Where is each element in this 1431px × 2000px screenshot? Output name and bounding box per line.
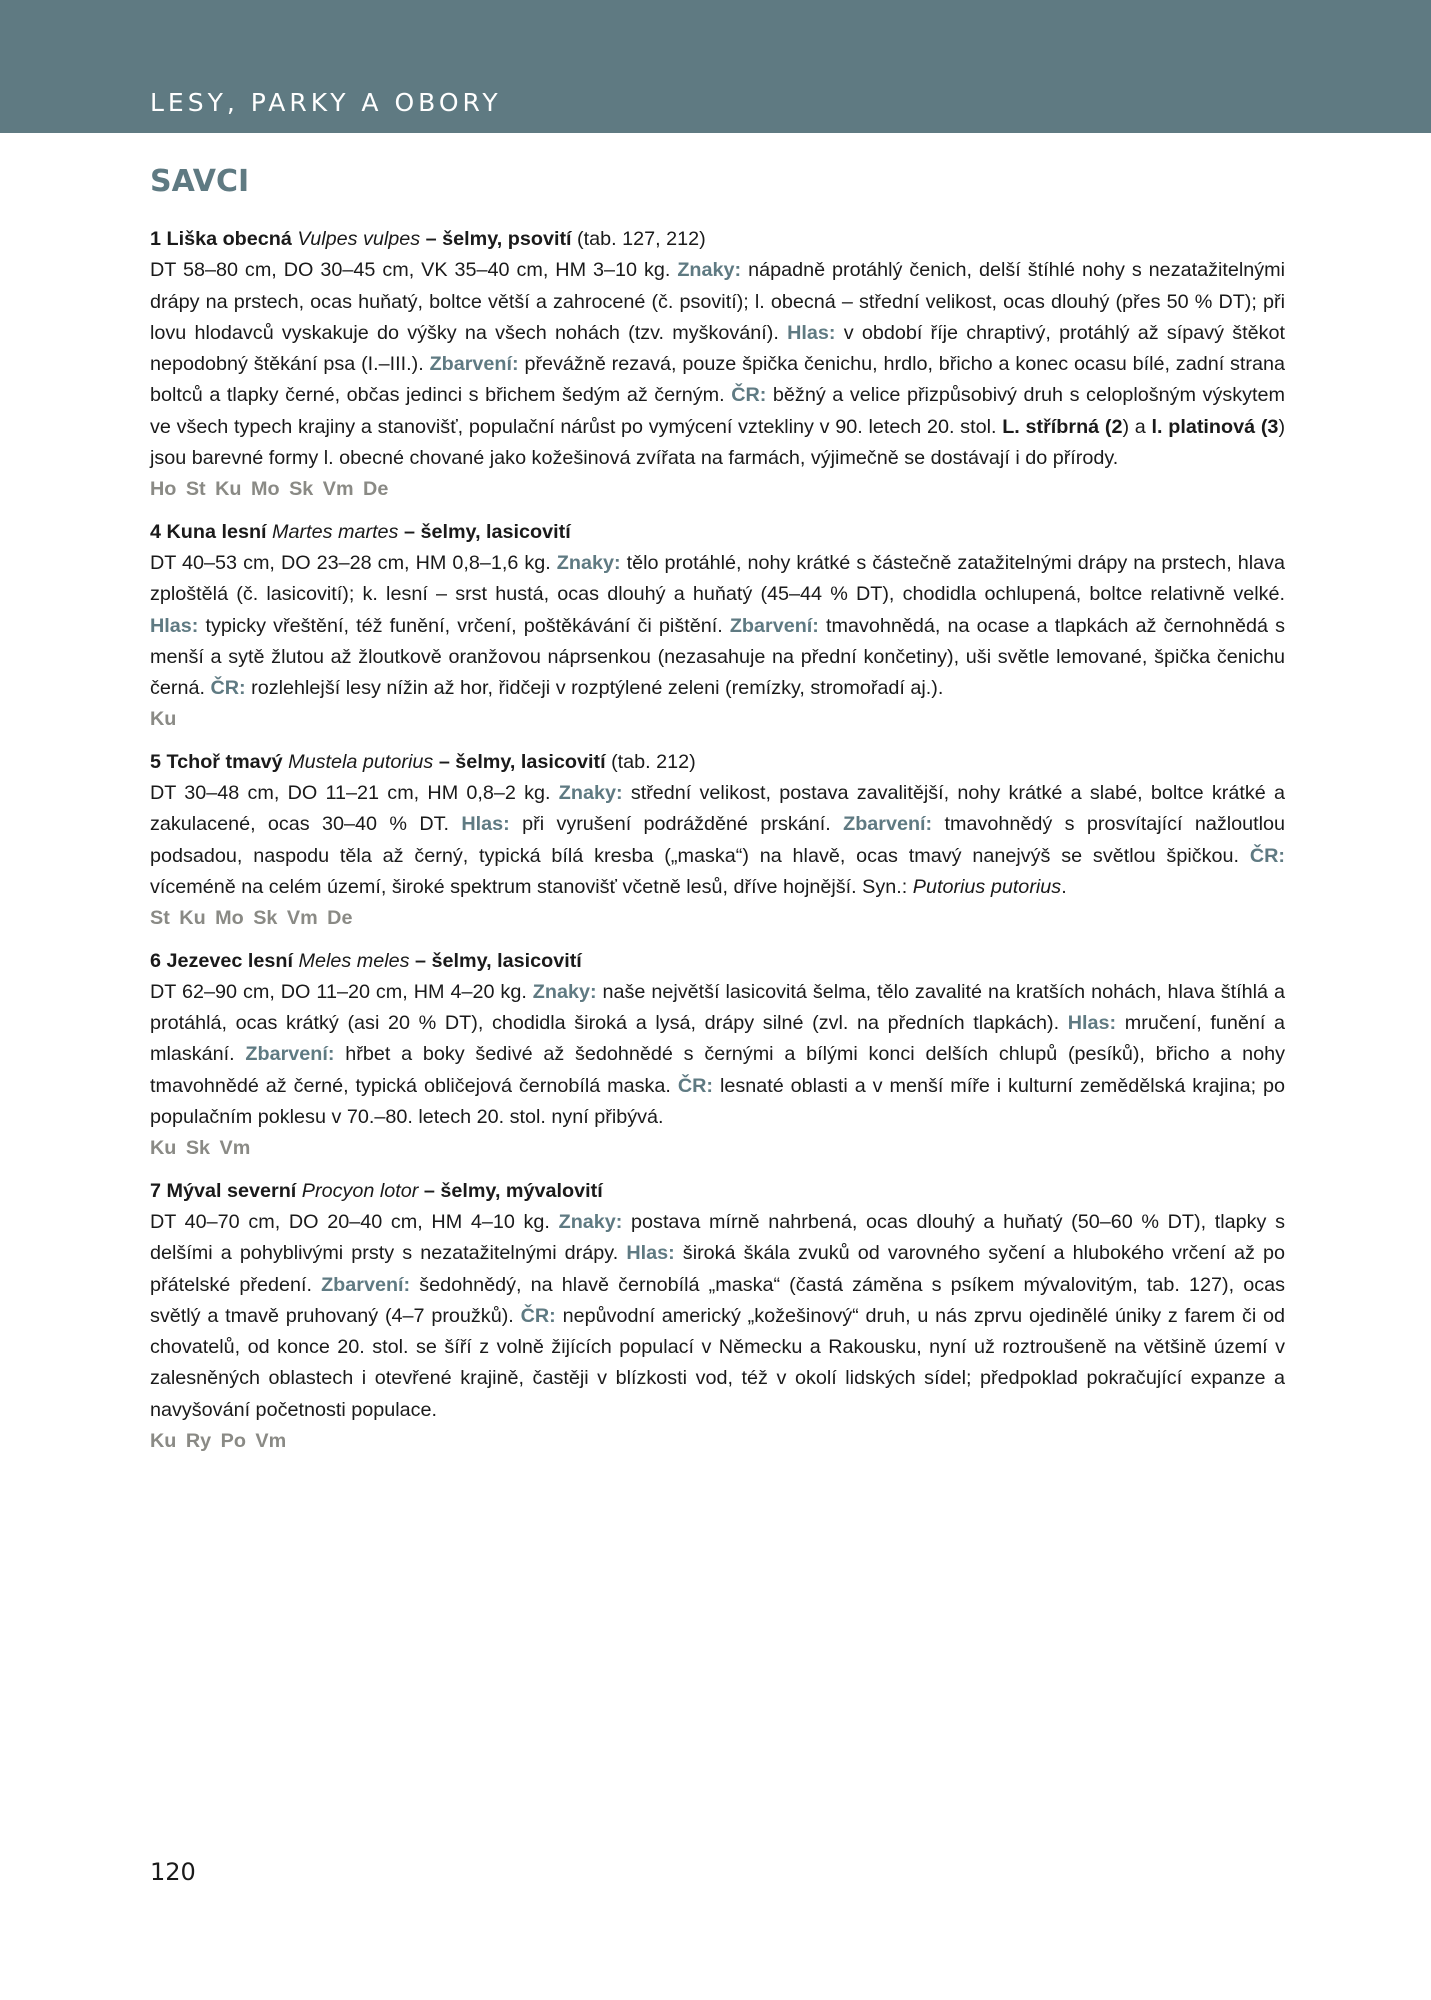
chapter-title: LESY, PARKY A OBORY [150, 88, 502, 117]
section-title: SAVCI [150, 164, 250, 199]
entry-text [150, 946, 1285, 1134]
znaky-label: Znaky: [677, 259, 742, 282]
znaky-label: Znaky: [532, 980, 597, 1003]
zbarveni-text: hřbet a boky šedivé až šedohnědé s černými a bílými konci delších chlupů (pesíků), břicho a nohy tmavohnědé až černé, typická obličejová černobílá maska. [150, 1043, 1285, 1097]
species-entry [150, 747, 1285, 935]
page-number: 120 [150, 1858, 196, 1886]
synonym: Putorius putorius [912, 875, 1062, 898]
znaky-text: nápadně protáhlý čenich, delší štíhlé nohy s nezatažitelnými drápy na prstech, ocas huňatý, boltce větší a zahrocené (č. psovití); l. obecná – střední velikost, ocas dlouhý (přes 50 % DT); při lovu hlodavců vyskakuje do výšky na všech nohách (tzv. myškování). [150, 259, 1286, 344]
table-ref: (tab. 127, 212) [577, 228, 706, 250]
measurements: DT 40–53 cm, DO 23–28 cm, HM 0,8–1,6 kg. [150, 551, 551, 574]
species-entry [150, 946, 1285, 1165]
entry-text [150, 517, 1285, 705]
entry-number: 1 [150, 228, 162, 250]
hlas-label: Hlas: [461, 813, 510, 836]
entry-text [150, 1176, 1285, 1426]
latin-name: Martes martes [272, 520, 399, 543]
cr-label: ČR: [677, 1074, 714, 1097]
form-platinum-number: 3 [1267, 415, 1279, 438]
cr-label: ČR: [210, 677, 246, 700]
hlas-label: Hlas: [626, 1242, 675, 1265]
measurements: DT 40–70 cm, DO 20–40 cm, HM 4–10 kg. [150, 1210, 550, 1233]
znaky-text: naše největší lasicovitá šelma, tělo zavalité na kratších nohách, hlava štíhlá a protáhlá, ocas krátký (asi 20 % DT), chodidla široká a lysá, drápy silné (zvl. na předních tlapkách). [150, 980, 1285, 1035]
entry-number: 5 [150, 750, 162, 773]
region-codes: Ho St Ku Mo Sk Vm De [150, 478, 389, 501]
taxon: – šelmy, psovití [425, 228, 572, 250]
hlas-text: typicky vřeštění, též funění, vrčení, poštěkávání či pištění. [205, 614, 723, 637]
latin-name: Vulpes vulpes [297, 228, 421, 250]
form-platinum: l. platinová ( [1151, 415, 1268, 438]
zbarveni-text: tmavohnědá, na ocase a tlapkách až černohnědá s menší a sytě žlutou až žloutkově oranžovou náprsenkou (nezasahuje na přední končetiny), uši světle lemované, špička čenichu černá. [150, 614, 1286, 700]
common-name: Jezevec lesní [166, 949, 293, 972]
entry-text [150, 747, 1285, 903]
zbarveni-text: šedohnědý, na hlavě černobílá „maska“ (častá záměna s psíkem mývalovitým, tab. 127), ocas světlý a tmavě pruhovaný (4–7 proužků). [150, 1273, 1285, 1327]
znaky-label: Znaky: [558, 1210, 623, 1233]
cr-text: víceméně na celém území, široké spektrum stanovišť včetně lesů, dříve hojnější. Syn.: [150, 875, 908, 898]
taxon: – šelmy, lasicovití [438, 750, 606, 773]
hlas-text: mručení, funění a mlaskání. [150, 1012, 1286, 1066]
hlas-text: při vyrušení podrážděné prskání. [522, 813, 831, 836]
zbarveni-label: Zbarvení: [245, 1043, 335, 1066]
cr-label: ČR: [1249, 844, 1285, 867]
region-codes: Ku Ry Po Vm [150, 1429, 287, 1452]
form-silver: L. stříbrná ( [1002, 415, 1112, 438]
common-name: Mýval severní [166, 1179, 297, 1202]
cr-label: ČR: [520, 1304, 556, 1327]
hlas-text: v období říje chraptivý, protáhlý až sípavý štěkot nepodobný štěkání psa (I.–III.). [150, 321, 1286, 376]
latin-name: Mustela putorius [288, 750, 434, 773]
zbarveni-label: Zbarvení: [429, 353, 519, 376]
region-codes: St Ku Mo Sk Vm De [150, 907, 353, 930]
zbarveni-text: převážně rezavá, pouze špička čenichu, hrdlo, břicho a konec ocasu bílé, zadní strana boltců a tlapky černé, občas jedinci s břichem šedým až černým. [150, 353, 1286, 407]
latin-name: Procyon lotor [301, 1179, 419, 1202]
hlas-label: Hlas: [787, 321, 836, 344]
entry-number: 4 [150, 520, 162, 543]
species-entry [150, 224, 1285, 506]
znaky-text: postava mírně nahrbená, ocas dlouhý a huňatý (50–60 % DT), tlapky s delšími a pohyblivými prsty s nezatažitelnými drápy. [150, 1210, 1285, 1265]
common-name: Tchoř tmavý [166, 750, 283, 773]
species-entry [150, 1176, 1285, 1458]
entry-text [150, 224, 1285, 474]
hlas-label: Hlas: [150, 614, 199, 637]
measurements: DT 30–48 cm, DO 11–21 cm, HM 0,8–2 kg. [150, 782, 551, 805]
znaky-text: střední velikost, postava zavalitější, nohy krátké a slabé, boltce krátké a zakulacené, ocas 30–40 % DT. [150, 782, 1285, 836]
chapter-header [0, 0, 1431, 133]
form-silver-number: 2 [1111, 415, 1123, 438]
entry-number: 6 [150, 949, 162, 972]
cr-text: lesnaté oblasti a v menší míře i kulturní zemědělská krajina; po populačním poklesu v 70.–80. letech 20. stol. nyní přibývá. [150, 1074, 1285, 1129]
cr-text: nepůvodní americký „kožešinový“ druh, u nás zprvu ojedinělé úniky z farem či od chovatelů, od konce 20. stol. se šíří z volně žijících populací v Německu a Rakousku, nyní už roztroušeně na většině území v zalesněných oblastech i otevřené krajině, častěji v blízkosti vod, též v okolí lidských sídel; předpoklad pokračující expanze a navyšování početnosti populace. [150, 1304, 1286, 1421]
common-name: Liška obecná [166, 228, 292, 250]
taxon: – šelmy, lasicovití [403, 520, 571, 543]
common-name: Kuna lesní [166, 520, 267, 543]
form-close: ) [1278, 415, 1286, 438]
cr-text: rozlehlejší lesy nížin až hor, řidčeji v rozptýlené zeleni (remízky, stromořadí aj.). [251, 677, 944, 700]
zbarveni-text: tmavohnědý s prosvítající nažloutlou podsadou, naspodu těla až černý, typická bílá kresba („maska“) na hlavě, ocas tmavý nanejvýš se světlou špičkou. [150, 813, 1286, 867]
region-codes: Ku [150, 708, 177, 731]
table-ref: (tab. 212) [611, 750, 696, 773]
forms-text: jsou barevné formy l. obecné chované jako kožešinová zvířata na farmách, výjimečně se dostávají i do přírody. [150, 447, 1119, 470]
taxon: – šelmy, lasicovití [415, 949, 582, 972]
latin-name: Meles meles [298, 949, 410, 972]
znaky-text: tělo protáhlé, nohy krátké s částečně zatažitelnými drápy na prstech, hlava zploštělá (č. lasicovití); k. lesní – srst hustá, ocas dlouhý a huňatý (45–44 % DT), chodidla ochlupená, boltce relativně velké. [150, 551, 1285, 606]
zbarveni-label: Zbarvení: [321, 1273, 411, 1296]
cr-text: běžný a velice přizpůsobivý druh s celoplošným výskytem ve všech typech krajiny a stanovišť, populační nárůst po vymýcení vztekliny v 90. letech 20. stol. [150, 384, 1285, 438]
measurements: DT 58–80 cm, DO 30–45 cm, VK 35–40 cm, HM 3–10 kg. [150, 259, 671, 282]
measurements: DT 62–90 cm, DO 11–20 cm, HM 4–20 kg. [150, 980, 527, 1003]
hlas-text: široká škála zvuků od varovného syčení a hlubokého vrčení až po přátelské předení. [150, 1242, 1286, 1296]
region-codes: Ku Sk Vm [150, 1137, 251, 1160]
taxon: – šelmy, mývalovití [423, 1179, 603, 1202]
zbarveni-label: Zbarvení: [729, 614, 819, 637]
synonym-end: . [1061, 875, 1067, 898]
znaky-label: Znaky: [556, 551, 621, 574]
entry-number: 7 [150, 1179, 162, 1202]
znaky-label: Znaky: [558, 782, 623, 805]
species-list [150, 224, 1285, 1468]
form-connector: ) a [1122, 415, 1146, 438]
species-entry [150, 517, 1285, 736]
hlas-label: Hlas: [1067, 1012, 1117, 1035]
zbarveni-label: Zbarvení: [843, 813, 933, 836]
cr-label: ČR: [731, 384, 767, 407]
